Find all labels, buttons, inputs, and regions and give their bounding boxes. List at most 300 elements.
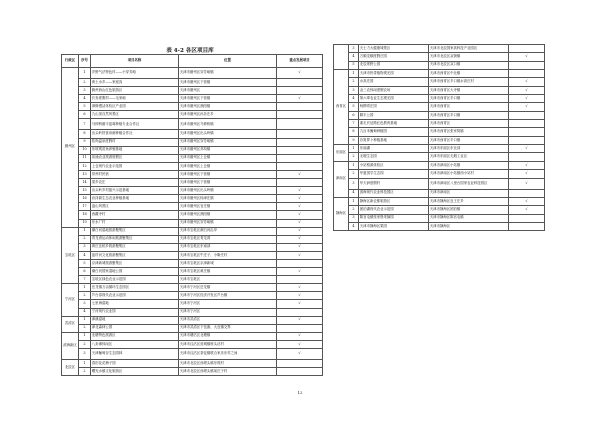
row-number: 5 — [349, 103, 359, 111]
table-row — [62, 219, 323, 227]
row-number: 19 — [79, 219, 91, 227]
project-name: 常州村民宿 — [91, 170, 179, 178]
key-project-mark: √ — [277, 195, 323, 203]
project-location: 天津市西青区大寺镇 — [429, 86, 509, 94]
project-location: 天津市西青区辛口镇水高庄村 — [429, 78, 509, 86]
project-name: 潮白河国家湿地公园 — [91, 268, 179, 276]
project-location: 天津市北辰区双街镇 — [429, 53, 509, 61]
key-project-mark — [277, 79, 323, 87]
header-num: 序号 — [79, 55, 91, 68]
project-name: 万顺龙顺度假庄园 — [359, 53, 429, 61]
project-location: 天津市宝坻区京津新城 — [179, 259, 277, 267]
key-project-mark: √ — [277, 235, 323, 243]
project-name: 无瑕生态园 — [359, 153, 429, 161]
row-number: 2 — [79, 340, 91, 348]
project-location: 天津市静海区陈官屯镇 — [429, 214, 509, 222]
right-project-table — [333, 44, 545, 231]
row-number: 1 — [79, 316, 91, 324]
row-number: 7 — [79, 119, 91, 130]
table-row — [334, 86, 545, 94]
row-number: 17 — [79, 203, 91, 211]
row-number: 5 — [79, 103, 91, 111]
project-location: 天津市宝坻区牛庄子、小靳庄村 — [179, 251, 277, 259]
row-number: 3 — [349, 86, 359, 94]
table-row — [62, 368, 323, 376]
project-name: 静海区新农都旅游区 — [359, 197, 429, 205]
project-location: 天津市蓟州区下营镇 — [179, 179, 277, 187]
table-row — [334, 78, 545, 86]
district-cell: 武清区 — [62, 316, 79, 332]
table-row — [62, 68, 323, 79]
district-cell: 宝坻区 — [62, 227, 79, 284]
project-name: 岩泽源生态农业种植基地 — [91, 195, 179, 203]
project-location: 天津市西青区辛口镇 — [429, 136, 509, 144]
key-project-mark: √ — [277, 332, 323, 340]
key-project-mark: √ — [277, 170, 323, 178]
key-project-mark — [509, 222, 545, 230]
table-row — [62, 235, 323, 243]
district-cell: 东丽区 — [334, 145, 349, 162]
row-number: 4 — [349, 95, 359, 103]
table-row — [334, 128, 545, 136]
project-location: 天津市宁河区 — [179, 308, 277, 316]
key-project-mark: √ — [277, 68, 323, 79]
row-number: 4 — [79, 251, 91, 259]
row-number: 2 — [79, 235, 91, 243]
key-project-mark: √ — [509, 161, 545, 169]
row-number: 2 — [349, 206, 359, 214]
project-name: 蓝村河文化旅游聚集区 — [91, 251, 179, 259]
row-number: 3 — [79, 300, 91, 308]
row-number: 1 — [79, 227, 91, 235]
key-project-mark — [277, 154, 323, 162]
table-row — [62, 349, 323, 360]
project-location: 天津市蓟州区上仓镇 — [179, 162, 277, 170]
table-row — [62, 154, 323, 162]
key-project-mark: √ — [509, 86, 545, 94]
district-cell: 西青区 — [334, 70, 349, 145]
table-row — [62, 276, 323, 284]
key-project-mark — [509, 128, 545, 136]
table-row — [334, 61, 545, 69]
key-project-mark: √ — [277, 243, 323, 251]
project-location: 天津市西青区张家窝镇 — [429, 128, 509, 136]
project-name: 岳龙镇万亩循环生态园区 — [91, 284, 179, 292]
district-cell: 津南区 — [334, 161, 349, 197]
project-name: 津溪湿地 — [91, 316, 179, 324]
row-number: 13 — [79, 170, 91, 178]
key-project-mark — [277, 146, 323, 154]
key-project-mark: √ — [277, 187, 323, 195]
project-location: 天津市宝坻区青龙湾 — [179, 235, 277, 243]
row-number: 1 — [79, 360, 91, 368]
project-name: 八卦滩休闲区 — [91, 340, 179, 348]
project-name: 潮白河湿地旅游聚集区 — [91, 227, 179, 235]
project-location: 天津市东丽区东北部 — [429, 145, 509, 153]
project-location: 天津市津南区小站镇西小站村 — [429, 170, 509, 178]
project-location: 天津市宁河区经济开发区芦台镇 — [179, 292, 277, 300]
row-number: 15 — [79, 187, 91, 195]
key-project-mark — [277, 368, 323, 376]
key-project-mark: √ — [509, 206, 545, 214]
key-project-mark — [509, 70, 545, 78]
row-number: 2 — [79, 292, 91, 300]
project-location: 天津市蓟州区出头岭镇 — [179, 187, 277, 195]
project-location: 天津市西青区辛口镇 — [429, 95, 509, 103]
project-name: 华夏国学生态园 — [359, 170, 429, 178]
project-name: 滨海现代农业科技园区 — [359, 189, 429, 197]
table-row — [334, 120, 545, 128]
project-name: 春田花花梅子园 — [91, 360, 179, 368]
key-project-mark: √ — [509, 170, 545, 178]
table-row — [334, 189, 545, 197]
project-name: 北塘特色旅游区 — [91, 332, 179, 340]
key-project-mark — [277, 103, 323, 111]
key-project-mark — [509, 136, 545, 144]
key-project-mark: √ — [509, 53, 545, 61]
table-row — [62, 316, 323, 324]
project-location: 天津市蓟州区下营镇 — [179, 79, 277, 87]
project-location: 天津市蓟州区穿芳峪镇 — [179, 138, 277, 146]
row-number: 4 — [349, 53, 359, 61]
row-number: 12 — [79, 162, 91, 170]
project-name: 马伸桥蓟丰蓝莓种植专业合作社 — [91, 119, 179, 130]
table-row — [62, 162, 323, 170]
row-number: 1 — [349, 145, 359, 153]
table-row — [62, 340, 323, 348]
key-project-mark — [277, 259, 323, 267]
project-name: 长寿度假村——毛家峪 — [91, 95, 179, 103]
row-number: 4 — [349, 222, 359, 230]
key-project-mark — [277, 308, 323, 316]
project-location: 天津市蓟州区穿芳峪镇 — [179, 219, 277, 227]
key-project-mark — [509, 214, 545, 222]
project-name: 泉涌农业旅游度假区 — [91, 154, 179, 162]
project-location: 天津市西青区辛口镇 — [429, 111, 509, 119]
table-row — [62, 251, 323, 259]
table-row — [62, 119, 323, 130]
key-project-mark — [277, 276, 323, 284]
header-location: 位置 — [179, 55, 277, 68]
table-row — [334, 45, 545, 53]
project-location: 天津市宝坻区潮白河沿岸 — [179, 227, 277, 235]
project-location: 天津市津南区 — [429, 189, 509, 197]
project-name: 出头岭乡村振兴示范基地 — [91, 187, 179, 195]
project-location: 天津市北辰区西堤头镇东堤村 — [179, 360, 277, 368]
row-number: 5 — [349, 61, 359, 69]
project-name: 黄庄洼稻乡旅游聚集区 — [91, 243, 179, 251]
project-location: 天津市蓟州区 — [179, 87, 277, 95]
key-project-mark — [277, 138, 323, 146]
project-name: 果乡农庄 — [91, 179, 179, 187]
key-project-mark — [277, 130, 323, 138]
row-number: 9 — [349, 136, 359, 144]
table-row — [62, 95, 323, 103]
key-project-mark — [509, 111, 545, 119]
row-number: 6 — [349, 111, 359, 119]
row-number: 3 — [349, 178, 359, 189]
project-name: 禅修慢活体验区产业园 — [91, 103, 179, 111]
row-number: 3 — [79, 349, 91, 360]
row-number: 11 — [79, 154, 91, 162]
project-location: 天津市蓟州区马伸桥镇 — [179, 119, 277, 130]
row-number: 10 — [79, 146, 91, 154]
table-row — [62, 195, 323, 203]
project-location: 天津市宝坻区黄庄镇 — [179, 268, 277, 276]
table-row — [334, 178, 545, 189]
table-row — [62, 130, 323, 138]
district-cell: 蓟州区 — [62, 68, 79, 228]
left-table-body — [62, 68, 323, 376]
row-number: 7 — [349, 120, 359, 128]
table-row — [62, 179, 323, 187]
table-row — [334, 161, 545, 169]
row-number: 2 — [349, 153, 359, 161]
table-row — [62, 308, 323, 316]
project-name: 东丽湖 — [359, 145, 429, 153]
table-row — [334, 145, 545, 153]
row-number: 14 — [79, 179, 91, 187]
table-row — [62, 170, 323, 178]
project-name: 东水厂村 — [91, 219, 179, 227]
table-row — [334, 53, 545, 61]
project-location: 天津市东丽区无瑕工业区 — [429, 153, 509, 161]
key-project-mark — [509, 153, 545, 161]
table-header-row — [62, 55, 323, 68]
project-location: 天津市津南区八里台国家农业科技园区 — [429, 178, 509, 189]
row-number: 3 — [79, 243, 91, 251]
district-cell: 滨海新区 — [62, 332, 79, 359]
header-district: 行政区 — [62, 55, 79, 68]
table-row — [62, 227, 323, 235]
table-row — [334, 197, 545, 205]
table-row — [62, 187, 323, 195]
key-project-mark: √ — [277, 203, 323, 211]
district-cell: 静海区 — [334, 197, 349, 230]
project-name: 华天润度假村 — [359, 178, 429, 189]
row-number: 2 — [79, 79, 91, 87]
key-project-mark: √ — [509, 103, 545, 111]
project-name: 宝坻区绿色农业示范园 — [91, 276, 179, 284]
row-number: 7 — [79, 276, 91, 284]
left-project-table — [61, 54, 323, 376]
key-project-mark — [509, 61, 545, 69]
project-name: 天津市热带植物观光园 — [359, 70, 429, 78]
key-project-mark — [277, 360, 323, 368]
key-project-mark: √ — [277, 349, 323, 360]
project-location: 天津市静海区 — [429, 222, 509, 230]
project-name: 九百禾葡萄种植园 — [359, 128, 429, 136]
key-project-mark: √ — [509, 197, 545, 205]
key-project-mark: √ — [277, 292, 323, 300]
district-cell: 北辰区 — [62, 360, 79, 376]
table-row — [334, 153, 545, 161]
project-name: 盘山风景区 — [91, 203, 179, 211]
project-location: 天津市汉沽区营城镇桥头沽村 — [179, 340, 277, 348]
project-location: 天津市蓟州区上仓镇 — [179, 154, 277, 162]
project-name: 宁河现代农业园 — [91, 308, 179, 316]
table-row — [62, 360, 323, 368]
project-location: 天津市津南区小站镇 — [429, 161, 509, 169]
project-name: 黄土水乡——家庭沟 — [91, 79, 179, 87]
project-name: 芦台春现代农业示范园 — [91, 292, 179, 300]
project-name: 杨柳青庄园 — [359, 103, 429, 111]
project-location: 天津市静海区团泊镇 — [429, 206, 509, 214]
project-name: 水高庄园 — [359, 78, 429, 86]
project-name: 小站稻源体验区 — [359, 161, 429, 169]
table-row — [62, 79, 323, 87]
project-name: 重走长征路红色教育基地 — [359, 120, 429, 128]
table-row — [62, 324, 323, 332]
project-location: 天津市蓟州区邦均镇 — [179, 146, 277, 154]
row-number: 2 — [349, 78, 359, 86]
row-number: 1 — [349, 161, 359, 169]
row-number: 1 — [349, 197, 359, 205]
table-row — [62, 103, 323, 111]
table-row — [334, 136, 545, 144]
key-project-mark: √ — [277, 268, 323, 276]
project-name: 团泊湖现代农业示范园 — [359, 206, 429, 214]
table-row — [62, 146, 323, 154]
table-row — [62, 111, 323, 119]
table-row — [334, 222, 545, 230]
key-project-mark — [277, 179, 323, 187]
row-number: 3 — [79, 87, 91, 95]
table-row — [62, 138, 323, 146]
district-cell — [334, 45, 349, 70]
table-row — [334, 206, 545, 214]
project-name: 沙窝萝卜种植基地 — [359, 136, 429, 144]
row-number: 2 — [79, 368, 91, 376]
project-location: 天津市蓟州区杨津庄镇 — [179, 195, 277, 203]
project-location: 天津市宝坻区东南部 — [179, 243, 277, 251]
key-project-mark — [509, 189, 545, 197]
table-row — [62, 203, 323, 211]
header-name: 项目名称 — [91, 55, 179, 68]
row-number: 3 — [349, 214, 359, 222]
row-number: 1 — [79, 332, 91, 340]
project-name: 七里海湿地 — [91, 300, 179, 308]
project-name: 精丰公园 — [359, 111, 429, 119]
table-row — [334, 70, 545, 78]
table-row — [62, 243, 323, 251]
key-project-mark: √ — [277, 284, 323, 292]
project-location: 天津市北辰国家高科技产业园区 — [429, 45, 509, 53]
table-row — [62, 87, 323, 95]
row-number: 3 — [349, 45, 359, 53]
key-project-mark: √ — [277, 227, 323, 235]
table-row — [334, 111, 545, 119]
project-name: 北辰郊野公园 — [359, 61, 429, 69]
key-project-mark — [277, 162, 323, 170]
key-project-mark: √ — [277, 219, 323, 227]
project-location: 天津市北辰区双口镇 — [429, 61, 509, 69]
key-project-mark: √ — [277, 316, 323, 324]
key-project-mark — [509, 120, 545, 128]
project-location: 天津市蓟州区出头岭镇 — [179, 130, 277, 138]
project-name: 第六埠农业生态观光园 — [359, 95, 429, 103]
project-location: 天津市武清区下伍旗、大良镇交界 — [179, 324, 277, 332]
project-location: 天津市蓟州区下营镇 — [179, 95, 277, 103]
table-row — [334, 103, 545, 111]
row-number: 2 — [349, 170, 359, 178]
project-location: 天津市宁河区岳龙镇 — [179, 284, 277, 292]
page-number: 12 — [297, 390, 303, 395]
table-row — [334, 95, 545, 103]
project-name: 乡野气法特色村——小穿芳峪 — [91, 68, 179, 79]
project-location: 天津市塘沽区北塘镇 — [179, 332, 277, 340]
project-location: 天津市汉沽区茶淀镇联合家乐东村之间 — [179, 349, 277, 360]
row-number: 6 — [79, 268, 91, 276]
project-name: 曙光水镇文化旅游区 — [91, 368, 179, 376]
project-name: 西藏寺村 — [91, 211, 179, 219]
key-project-mark: √ — [509, 145, 545, 153]
right-table-body — [334, 45, 545, 231]
row-number: 1 — [79, 284, 91, 292]
project-name: 天士力大健康城景区 — [359, 45, 429, 53]
table-row — [334, 170, 545, 178]
project-location: 天津市蓟州区穿芳峪镇 — [179, 68, 277, 79]
project-location: 天津市蓟州区孙各庄乡 — [179, 111, 277, 119]
row-number: 4 — [349, 189, 359, 197]
key-project-mark: √ — [277, 340, 323, 348]
table-row — [62, 292, 323, 300]
row-number: 8 — [349, 128, 359, 136]
key-project-mark — [277, 324, 323, 332]
project-name: 九山顶自然风景区 — [91, 111, 179, 119]
project-location: 天津市北辰区西堤头镇前庄子村 — [179, 368, 277, 376]
key-project-mark — [509, 45, 545, 53]
project-name: 京津新城旅游聚集区 — [91, 259, 179, 267]
key-project-mark: √ — [509, 95, 545, 103]
row-number: 1 — [79, 68, 91, 79]
project-location: 天津市西青区中北镇 — [429, 70, 509, 78]
table-row — [62, 300, 323, 308]
project-location: 天津市西青区 — [429, 120, 509, 128]
row-number: 5 — [79, 259, 91, 267]
project-location: 天津市蓟州区官庄镇 — [179, 203, 277, 211]
key-project-mark: √ — [509, 178, 545, 189]
row-number: 6 — [79, 111, 91, 119]
project-name: 天津葡萄谷生态园林 — [91, 349, 179, 360]
project-name: 蓟州西山红色旅游区 — [91, 87, 179, 95]
project-name: 上仓现代农业示范园 — [91, 162, 179, 170]
row-number: 4 — [79, 308, 91, 316]
key-project-mark: √ — [509, 78, 545, 86]
row-number: 4 — [79, 95, 91, 103]
key-project-mark: √ — [277, 251, 323, 259]
key-project-mark: √ — [277, 300, 323, 308]
project-location: 天津市宝坻区 — [179, 276, 277, 284]
project-name: 天津市静海区果园 — [359, 222, 429, 230]
project-name: 青龙湾运动休闲旅游聚集区 — [91, 235, 179, 243]
project-name: 金三农休闲度假农场 — [359, 86, 429, 94]
project-name: 桂尚温泉度假村 — [91, 138, 179, 146]
row-number: 9 — [79, 138, 91, 146]
project-location: 天津市蓟州区渔阳镇 — [179, 211, 277, 219]
table-row — [62, 259, 323, 267]
table-row — [62, 332, 323, 340]
project-name: 出头岭铁食用菌种植合作社 — [91, 130, 179, 138]
table-row — [62, 284, 323, 292]
district-cell: 宁河区 — [62, 284, 79, 316]
project-location: 天津市宁河区 — [179, 300, 277, 308]
project-location: 天津市武清区 — [179, 316, 277, 324]
row-number: 2 — [79, 324, 91, 332]
key-project-mark — [277, 111, 323, 119]
table-caption: 表 4-2 各区项目库 — [166, 48, 214, 54]
project-name: 东坡观赏鱼养殖基地 — [91, 146, 179, 154]
